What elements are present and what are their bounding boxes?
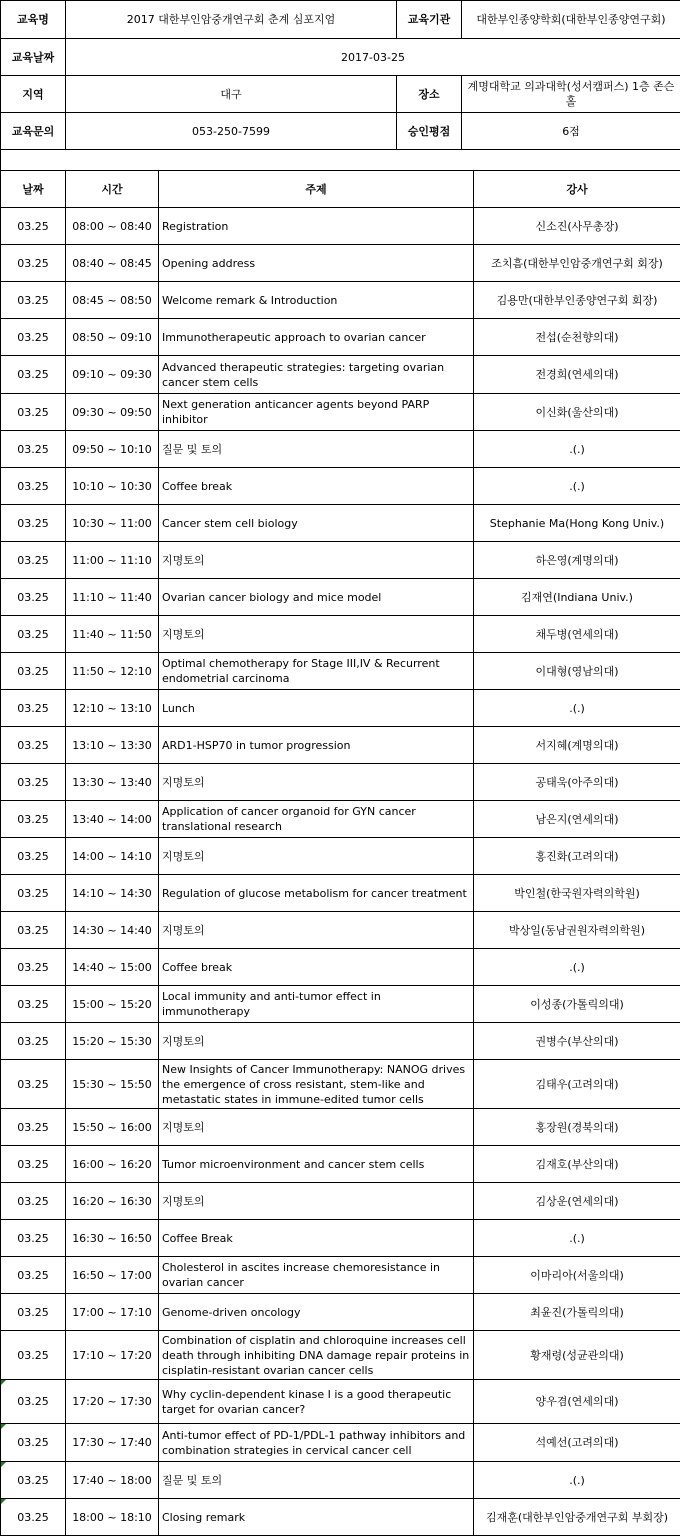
- row-time: 11:40 ~ 11:50: [66, 616, 159, 653]
- row-speaker: 채두병(연세의대): [474, 616, 680, 653]
- row-date: [1, 1499, 66, 1536]
- row-speaker: 홍진화(고려의대): [474, 838, 680, 875]
- row-topic: Next generation anticancer agents beyond PARP inhibitor: [159, 394, 474, 431]
- row-date: 03.25: [1, 282, 66, 319]
- row-topic: Lunch: [159, 690, 474, 727]
- info-row-region: [1, 76, 680, 113]
- place-label: 장소: [397, 76, 462, 113]
- row-speaker: 석예선(고려의대): [474, 1424, 680, 1462]
- row-speaker: 김재호(부산의대): [474, 1146, 680, 1183]
- schedule-row: [1, 1499, 680, 1536]
- contact-value: 053-250-7599: [66, 113, 397, 150]
- info-row-name: [1, 1, 680, 39]
- schedule-row: [1, 727, 680, 764]
- row-date: 03.25: [1, 801, 66, 838]
- row-speaker: .(.): [474, 431, 680, 468]
- row-speaker: 조치흠(대한부인암중개연구회 회장): [474, 245, 680, 282]
- row-date: 03.25: [1, 1331, 66, 1380]
- row-date: 03.25: [1, 431, 66, 468]
- row-time: 17:40 ~ 18:00: [66, 1462, 159, 1499]
- row-date: 03.25: [1, 690, 66, 727]
- spacer-cell: [1, 150, 680, 171]
- row-date: [1, 1462, 66, 1499]
- row-date-text: 03.25: [17, 1436, 49, 1449]
- row-time: 15:50 ~ 16:00: [66, 1109, 159, 1146]
- row-date: [1, 1380, 66, 1424]
- row-topic: Advanced therapeutic strategies: targeting ovarian cancer stem cells: [159, 356, 474, 394]
- row-topic: 지명토의: [159, 616, 474, 653]
- row-topic: Coffee Break: [159, 1220, 474, 1257]
- header-time: 시간: [66, 171, 159, 208]
- row-date: 03.25: [1, 986, 66, 1023]
- row-topic: Closing remark: [159, 1499, 474, 1536]
- row-topic: Coffee break: [159, 468, 474, 505]
- schedule-row: [1, 875, 680, 912]
- schedule-row: [1, 838, 680, 875]
- row-date: 03.25: [1, 912, 66, 949]
- row-topic: 지명토의: [159, 1183, 474, 1220]
- schedule-row: [1, 912, 680, 949]
- row-time: 17:00 ~ 17:10: [66, 1294, 159, 1331]
- row-topic: Ovarian cancer biology and mice model: [159, 579, 474, 616]
- row-time: 15:30 ~ 15:50: [66, 1060, 159, 1109]
- schedule-row: [1, 653, 680, 690]
- row-date: 03.25: [1, 1220, 66, 1257]
- row-date: 03.25: [1, 319, 66, 356]
- schedule-body: [1, 208, 680, 1536]
- row-date-text: 03.25: [17, 1395, 49, 1408]
- row-time: 10:30 ~ 11:00: [66, 505, 159, 542]
- schedule-row: [1, 1294, 680, 1331]
- row-speaker: 이성종(가톨릭의대): [474, 986, 680, 1023]
- row-speaker: 김태우(고려의대): [474, 1060, 680, 1109]
- region-value: 대구: [66, 76, 397, 113]
- row-date: 03.25: [1, 616, 66, 653]
- header-speaker: 강사: [474, 171, 680, 208]
- row-date: 03.25: [1, 1109, 66, 1146]
- edu-name-label: 교육명: [1, 1, 66, 39]
- schedule-row: [1, 616, 680, 653]
- row-date: 03.25: [1, 468, 66, 505]
- row-speaker: .(.): [474, 1462, 680, 1499]
- cell-comment-marker-icon: [1, 1380, 6, 1385]
- row-time: 11:10 ~ 11:40: [66, 579, 159, 616]
- row-topic: Why cyclin-dependent kinase I is a good therapeutic target for ovarian cancer?: [159, 1380, 474, 1424]
- schedule-row: [1, 690, 680, 727]
- row-topic: Regulation of glucose metabolism for cancer treatment: [159, 875, 474, 912]
- row-time: 15:20 ~ 15:30: [66, 1023, 159, 1060]
- schedule-row: [1, 1424, 680, 1462]
- schedule-row: [1, 764, 680, 801]
- schedule-row: [1, 468, 680, 505]
- row-speaker: 황재령(성균관의대): [474, 1331, 680, 1380]
- row-topic: 지명토의: [159, 838, 474, 875]
- schedule-row: [1, 208, 680, 245]
- info-table: [0, 0, 680, 171]
- row-time: 11:50 ~ 12:10: [66, 653, 159, 690]
- row-speaker: .(.): [474, 1220, 680, 1257]
- score-label: 승인평점: [397, 113, 462, 150]
- row-topic: Registration: [159, 208, 474, 245]
- schedule-row: [1, 1060, 680, 1109]
- row-speaker: 박상일(동남권원자력의학원): [474, 912, 680, 949]
- row-topic: Immunotherapeutic approach to ovarian cancer: [159, 319, 474, 356]
- row-time: 09:50 ~ 10:10: [66, 431, 159, 468]
- schedule-header-row: [1, 171, 680, 208]
- row-time: 14:00 ~ 14:10: [66, 838, 159, 875]
- schedule-row: [1, 282, 680, 319]
- row-speaker: 최윤진(가톨릭의대): [474, 1294, 680, 1331]
- schedule-row: [1, 1380, 680, 1424]
- row-speaker: 홍장원(경북의대): [474, 1109, 680, 1146]
- contact-label: 교육문의: [1, 113, 66, 150]
- row-speaker: 권병수(부산의대): [474, 1023, 680, 1060]
- row-topic: Coffee break: [159, 949, 474, 986]
- row-speaker: 김재훈(대한부인암중개연구회 부회장): [474, 1499, 680, 1536]
- row-topic: 지명토의: [159, 912, 474, 949]
- info-row-date: [1, 39, 680, 76]
- row-time: 13:10 ~ 13:30: [66, 727, 159, 764]
- row-topic: New Insights of Cancer Immunotherapy: NANOG drives the emergence of cross resistant, stem-like and metastatic states in immune-edited tumor cells: [159, 1060, 474, 1109]
- schedule-row: [1, 1257, 680, 1294]
- row-date: 03.25: [1, 949, 66, 986]
- row-date: 03.25: [1, 838, 66, 875]
- row-topic: Local immunity and anti-tumor effect in immunotherapy: [159, 986, 474, 1023]
- row-time: 13:40 ~ 14:00: [66, 801, 159, 838]
- row-topic: Combination of cisplatin and chloroquine increases cell death through inhibiting DNA damage repair proteins in cisplatin-resistant ovarian cancer cells: [159, 1331, 474, 1380]
- row-speaker: .(.): [474, 690, 680, 727]
- row-time: 11:00 ~ 11:10: [66, 542, 159, 579]
- row-speaker: 전경희(연세의대): [474, 356, 680, 394]
- schedule-table: [0, 170, 680, 1536]
- row-topic: 지명토의: [159, 764, 474, 801]
- schedule-row: [1, 505, 680, 542]
- row-date: 03.25: [1, 579, 66, 616]
- row-topic: Opening address: [159, 245, 474, 282]
- header-date: 날짜: [1, 171, 66, 208]
- info-row-contact: [1, 113, 680, 150]
- row-speaker: Stephanie Ma(Hong Kong Univ.): [474, 505, 680, 542]
- spacer-row: [1, 150, 680, 171]
- schedule-row: [1, 1183, 680, 1220]
- row-topic: 지명토의: [159, 542, 474, 579]
- row-date: 03.25: [1, 764, 66, 801]
- row-time: 08:00 ~ 08:40: [66, 208, 159, 245]
- row-date: 03.25: [1, 1146, 66, 1183]
- schedule-row: [1, 1331, 680, 1380]
- row-time: 12:10 ~ 13:10: [66, 690, 159, 727]
- row-date: 03.25: [1, 1060, 66, 1109]
- row-time: 17:10 ~ 17:20: [66, 1331, 159, 1380]
- schedule-row: [1, 356, 680, 394]
- row-speaker: 이신화(울산의대): [474, 394, 680, 431]
- cell-comment-marker-icon: [1, 1424, 6, 1429]
- row-time: 14:40 ~ 15:00: [66, 949, 159, 986]
- row-time: 15:00 ~ 15:20: [66, 986, 159, 1023]
- row-date: 03.25: [1, 542, 66, 579]
- row-time: 09:10 ~ 09:30: [66, 356, 159, 394]
- row-speaker: 김재연(Indiana Univ.): [474, 579, 680, 616]
- header-topic: 주제: [159, 171, 474, 208]
- row-topic: 지명토의: [159, 1023, 474, 1060]
- row-topic: 지명토의: [159, 1109, 474, 1146]
- row-date: 03.25: [1, 727, 66, 764]
- row-date: 03.25: [1, 1183, 66, 1220]
- row-time: 10:10 ~ 10:30: [66, 468, 159, 505]
- row-time: 13:30 ~ 13:40: [66, 764, 159, 801]
- row-speaker: 박인철(한국원자력의학원): [474, 875, 680, 912]
- row-speaker: 이대형(영남의대): [474, 653, 680, 690]
- cell-comment-marker-icon: [1, 1462, 6, 1467]
- row-speaker: 전섭(순천향의대): [474, 319, 680, 356]
- row-speaker: 김용만(대한부인종양연구회 회장): [474, 282, 680, 319]
- row-topic: 질문 및 토의: [159, 1462, 474, 1499]
- row-topic: Cancer stem cell biology: [159, 505, 474, 542]
- row-date: 03.25: [1, 356, 66, 394]
- row-speaker: 하은영(계명의대): [474, 542, 680, 579]
- schedule-row: [1, 949, 680, 986]
- row-speaker: 김상운(연세의대): [474, 1183, 680, 1220]
- row-time: 09:30 ~ 09:50: [66, 394, 159, 431]
- row-time: 08:40 ~ 08:45: [66, 245, 159, 282]
- row-date-text: 03.25: [17, 1474, 49, 1487]
- row-speaker: 이마리아(서울의대): [474, 1257, 680, 1294]
- org-label: 교육기관: [397, 1, 462, 39]
- row-topic: Tumor microenvironment and cancer stem cells: [159, 1146, 474, 1183]
- row-topic: Cholesterol in ascites increase chemoresistance in ovarian cancer: [159, 1257, 474, 1294]
- row-time: 16:00 ~ 16:20: [66, 1146, 159, 1183]
- row-speaker: 공태욱(아주의대): [474, 764, 680, 801]
- schedule-row: [1, 986, 680, 1023]
- row-speaker: .(.): [474, 468, 680, 505]
- schedule-row: [1, 431, 680, 468]
- row-speaker: 양우겸(연세의대): [474, 1380, 680, 1424]
- row-topic: ARD1-HSP70 in tumor progression: [159, 727, 474, 764]
- schedule-row: [1, 579, 680, 616]
- row-topic: Genome-driven oncology: [159, 1294, 474, 1331]
- cell-comment-marker-icon: [1, 1499, 6, 1504]
- row-time: 14:30 ~ 14:40: [66, 912, 159, 949]
- row-time: 18:00 ~ 18:10: [66, 1499, 159, 1536]
- row-topic: Welcome remark & Introduction: [159, 282, 474, 319]
- row-time: 17:20 ~ 17:30: [66, 1380, 159, 1424]
- row-date: 03.25: [1, 1023, 66, 1060]
- schedule-row: [1, 1146, 680, 1183]
- schedule-row: [1, 542, 680, 579]
- row-time: 16:20 ~ 16:30: [66, 1183, 159, 1220]
- row-date: 03.25: [1, 245, 66, 282]
- row-speaker: 남은지(연세의대): [474, 801, 680, 838]
- row-time: 17:30 ~ 17:40: [66, 1424, 159, 1462]
- row-date: [1, 1424, 66, 1462]
- row-topic: Optimal chemotherapy for Stage III,IV & Recurrent endometrial carcinoma: [159, 653, 474, 690]
- row-time: 14:10 ~ 14:30: [66, 875, 159, 912]
- row-speaker: .(.): [474, 949, 680, 986]
- row-date: 03.25: [1, 653, 66, 690]
- schedule-row: [1, 801, 680, 838]
- schedule-row: [1, 1109, 680, 1146]
- row-time: 16:50 ~ 17:00: [66, 1257, 159, 1294]
- row-date: 03.25: [1, 505, 66, 542]
- score-value: 6점: [462, 113, 680, 150]
- org-value: 대한부인종양학회(대한부인종양연구회): [462, 1, 680, 39]
- row-date: 03.25: [1, 875, 66, 912]
- edu-name-value: 2017 대한부인암중개연구회 춘계 심포지엄: [66, 1, 397, 39]
- date-value: 2017-03-25: [66, 39, 680, 76]
- schedule-row: [1, 1023, 680, 1060]
- row-time: 08:45 ~ 08:50: [66, 282, 159, 319]
- row-date-text: 03.25: [17, 1511, 49, 1524]
- schedule-row: [1, 394, 680, 431]
- row-topic: 질문 및 토의: [159, 431, 474, 468]
- region-label: 지역: [1, 76, 66, 113]
- row-time: 08:50 ~ 09:10: [66, 319, 159, 356]
- date-label: 교육날짜: [1, 39, 66, 76]
- schedule-row: [1, 1462, 680, 1499]
- schedule-row: [1, 245, 680, 282]
- row-date: 03.25: [1, 208, 66, 245]
- row-time: 16:30 ~ 16:50: [66, 1220, 159, 1257]
- schedule-row: [1, 319, 680, 356]
- row-speaker: 서지혜(계명의대): [474, 727, 680, 764]
- row-topic: Application of cancer organoid for GYN cancer translational research: [159, 801, 474, 838]
- row-date: 03.25: [1, 394, 66, 431]
- row-speaker: 신소진(사무총장): [474, 208, 680, 245]
- schedule-row: [1, 1220, 680, 1257]
- place-value: 계명대학교 의과대학(성서캠퍼스) 1층 존슨홀: [462, 76, 680, 113]
- row-date: 03.25: [1, 1294, 66, 1331]
- row-date: 03.25: [1, 1257, 66, 1294]
- row-topic: Anti-tumor effect of PD-1/PDL-1 pathway inhibitors and combination strategies in cervical cancer cell: [159, 1424, 474, 1462]
